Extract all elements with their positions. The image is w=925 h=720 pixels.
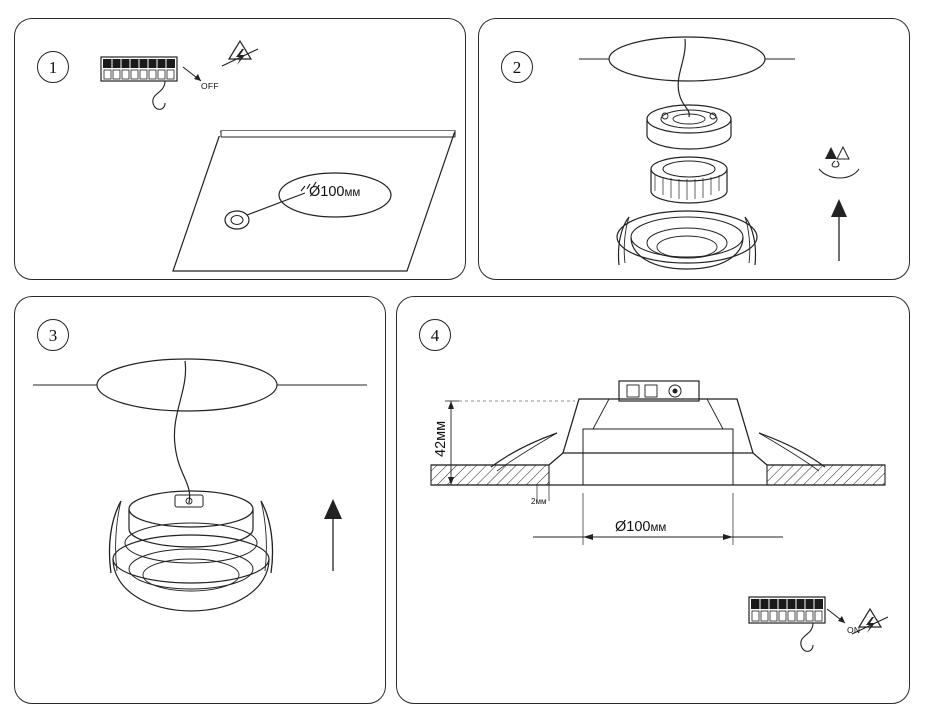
hole-diameter-label-1 [309,184,360,200]
hole-diameter-unit-1: мм [344,187,361,199]
step-number-4: 4 [430,325,440,345]
panel-step-2 [478,18,910,280]
height-value: 42 [433,440,449,457]
panel-4-illustration [397,297,909,703]
panel-step-1 [14,18,466,280]
height-unit: мм [433,420,449,441]
ceiling-thickness-label: 2мм [531,497,547,506]
switch-state-on-label: ON [847,625,861,635]
hole-diameter-unit-4: мм [650,522,667,534]
panel-step-3 [14,296,386,704]
hole-diameter-label-4 [615,519,666,535]
hole-diameter-value-1: Ø100 [309,184,345,200]
hole-diameter-value-4: Ø100 [615,519,651,535]
switch-state-off-label: OFF [201,81,219,91]
panel-step-4 [396,296,910,704]
panel-2-illustration [479,19,909,279]
step-number-1: 1 [48,57,58,77]
step-number-2: 2 [512,57,522,77]
panel-3-illustration [15,297,385,703]
panel-1-illustration [15,19,465,279]
height-dimension-label [433,421,449,457]
step-number-3: 3 [48,325,58,345]
